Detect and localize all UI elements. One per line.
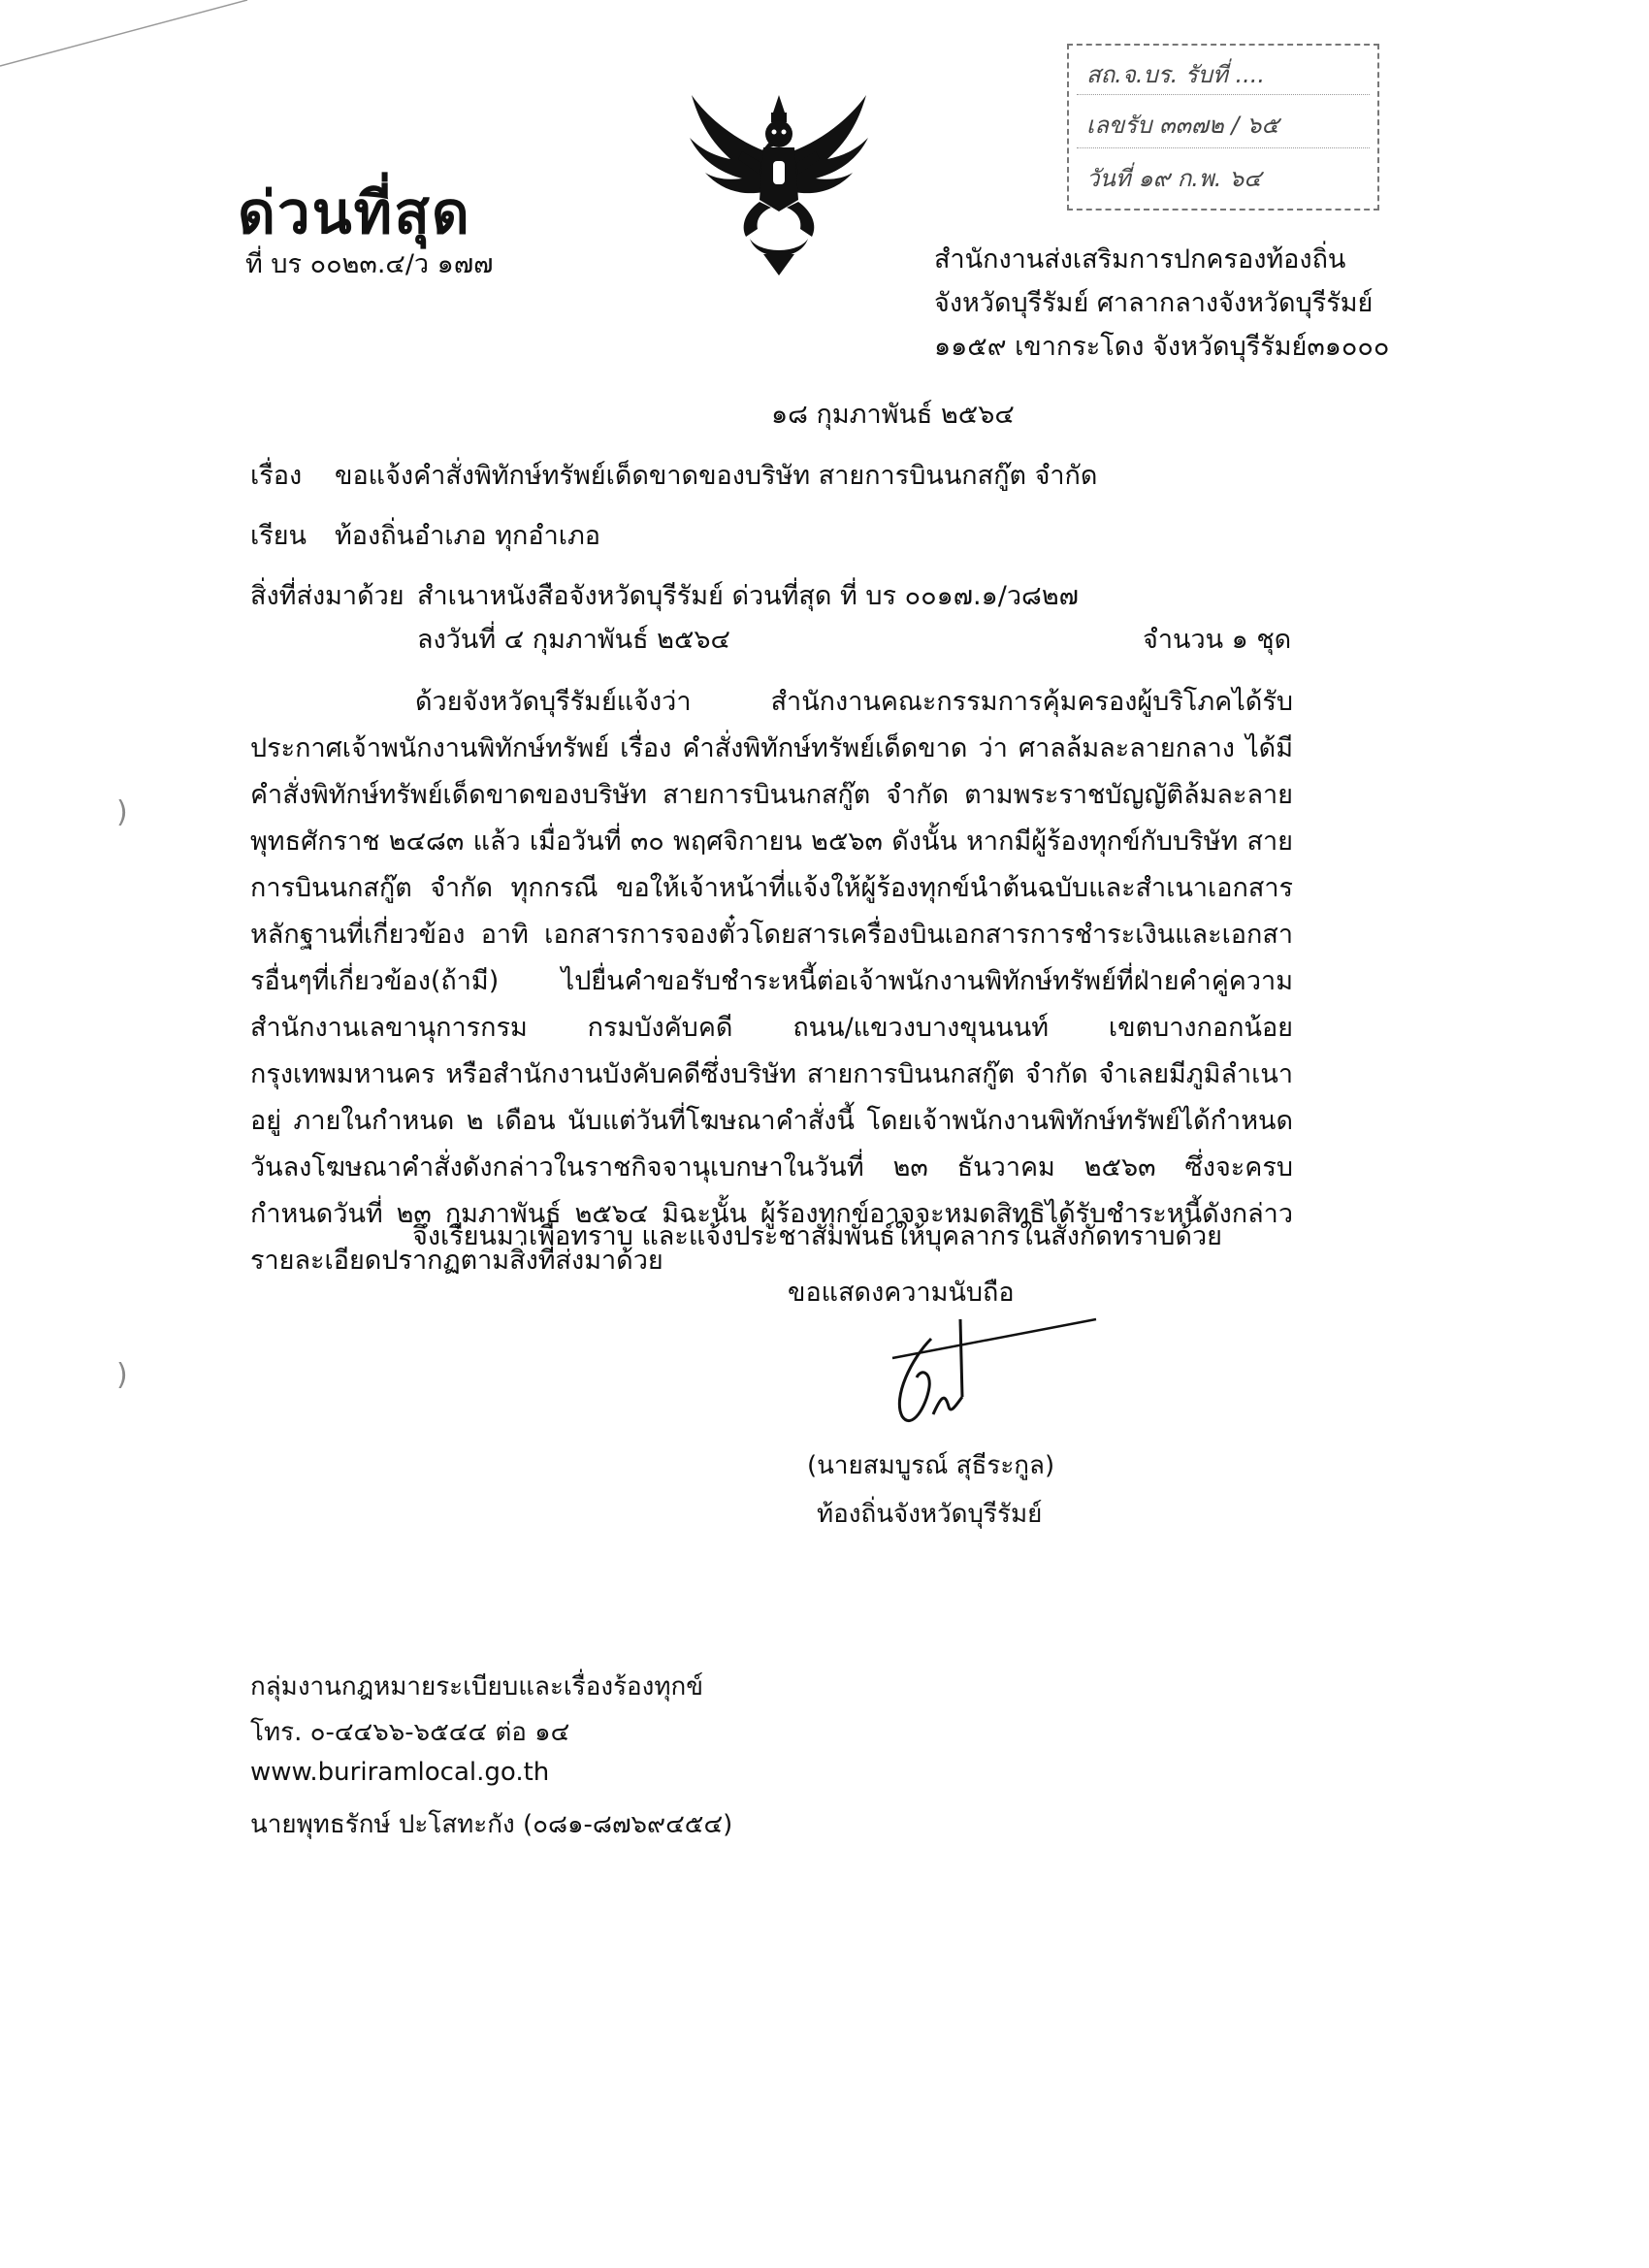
hole-punch-mark: ) [116, 795, 128, 829]
enclosure-line-1: สำเนาหนังสือจังหวัดบุรีรัมย์ ด่วนที่สุด ที่ บร ๐๐๑๗.๑/ว๘๒๗ [417, 581, 1079, 611]
signatory-name: (นายสมบูรณ์ สุธีระกูล) [807, 1451, 1055, 1480]
subject-label: เรื่อง [250, 461, 303, 491]
stamp-line-1: สถ.จ.บร. รับที่ .... [1086, 61, 1265, 88]
office-line-2: จังหวัดบุรีรัมย์ ศาลากลางจังหวัดบุรีรัมย์ [934, 288, 1374, 318]
enclosure-line-2: ลงวันที่ ๔ กุมภาพันธ์ ๒๕๖๔ [417, 625, 730, 655]
receipt-stamp [1067, 44, 1379, 211]
enclosure-label: สิ่งที่ส่งมาด้วย [250, 581, 404, 611]
regards-line: ขอแสดงความนับถือ [788, 1278, 1015, 1308]
stamp-separator [1077, 147, 1370, 148]
office-line-3: ๑๑๕๙ เขากระโดง จังหวัดบุรีรัมย์๓๑๐๐๐ [934, 332, 1390, 362]
footer-department: กลุ่มงานกฎหมายระเบียบและเรื่องร้องทุกข์ [250, 1672, 703, 1701]
closing-line: จึงเรียนมาเพื่อทราบ และแจ้งประชาสัมพันธ์ให้บุคลากรในสังกัดทราบด้วย [412, 1221, 1222, 1251]
urgency-label: ด่วนที่สุด [238, 179, 471, 247]
footer-website: www.buriramlocal.go.th [250, 1758, 550, 1787]
handwritten-signature-icon [873, 1300, 1106, 1445]
footer-contact: นายพุทธรักษ์ ปะโสทะกัง (๐๘๑-๘๗๖๙๔๕๔) [250, 1810, 733, 1839]
footer-phone: โทร. ๐-๔๔๖๖-๖๕๔๔ ต่อ ๑๔ [250, 1718, 570, 1747]
subject-text: ขอแจ้งคำสั่งพิทักษ์ทรัพย์เด็ดขาดของบริษัท สายการบินนกสกู๊ต จำกัด [335, 461, 1098, 491]
body-paragraph [250, 679, 1293, 1284]
body-text: ด้วยจังหวัดบุรีรัมย์แจ้งว่า สำนักงานคณะกรรมการคุ้มครองผู้บริโภคได้รับประกาศเจ้าพนักงานพิทักษ์ทรัพย์ เรื่อง คำสั่งพิทักษ์ทรัพย์เด็ดขาด ว่า ศาลล้มละลายกลาง ได้มีคำสั่งพิทักษ์ทรัพย์เด็ดขาดของบริษัท สายการบินนกสกู๊ต จำกัด ตามพระราชบัญญัติล้มละลายพุทธศักราช ๒๔๘๓ แล้ว เมื่อวันที่ ๓๐ พฤศจิกายน ๒๕๖๓ ดังนั้น หากมีผู้ร้องทุกข์กับบริษัท สายการบินนกสกู๊ต จำกัด ทุกกรณี ขอให้เจ้าหน้าที่แจ้งให้ผู้ร้องทุกข์นำต้นฉบับและสำเนาเอกสารหลักฐานที่เกี่ยวข้อง อาทิ เอกสารการจองตั๋วโดยสารเครื่องบินเอกสารการชำระเงินและเอกสารอื่นๆที่เกี่ยวข้อง(ถ้ามี) ไปยื่นคำขอรับชำระหนี้ต่อเจ้าพนักงานพิทักษ์ทรัพย์ที่ฝ่ายคำคู่ความ สำนักงานเลขานุการกรม กรมบังคับคดี ถนน/แขวงบางขุนนนท์ เขตบางกอกน้อย กรุงเทพมหานคร หรือสำนักงานบังคับคดีซึ่งบริษัท สายการบินนกสกู๊ต จำกัด จำเลยมีภูมิลำเนาอยู่ ภายในกำหนด ๒ เดือน นับแต่วันที่โฆษณาคำสั่งนี้ โดยเจ้าพนักงานพิทักษ์ทรัพย์ได้กำหนดวันลงโฆษณาคำสั่งดังกล่าวในราชกิจจานุเบกษาในวันที่ ๒๓ ธันวาคม ๒๕๖๓ ซึ่งจะครบกำหนดวันที่ ๒๓ กุมภาพันธ์ ๒๕๖๔ มิฉะนั้น ผู้ร้องทุกข์อาจจะหมดสิทธิได้รับชำระหนี้ดังกล่าว รายละเอียดปรากฏตามสิ่งที่ส่งมาด้วย [250, 687, 1293, 1276]
scan-edge-line [0, 0, 252, 68]
garuda-emblem-icon [682, 83, 876, 277]
to-text: ท้องถิ่นอำเภอ ทุกอำเภอ [335, 521, 600, 551]
stamp-line-2: เลขรับ ๓๓๗๒ / ๖๕ [1086, 112, 1279, 139]
hole-punch-mark: ) [116, 1358, 128, 1392]
stamp-line-3: วันที่ ๑๙ ก.พ. ๖๔ [1086, 165, 1262, 192]
document-number: ที่ บร ๐๐๒๓.๔/ว ๑๗๗ [245, 249, 494, 279]
document-date: ๑๘ กุมภาพันธ์ ๒๕๖๔ [771, 400, 1015, 430]
signatory-position: ท้องถิ่นจังหวัดบุรีรัมย์ [817, 1500, 1043, 1529]
office-line-1: สำนักงานส่งเสริมการปกครองท้องถิ่น [934, 244, 1346, 275]
enclosure-quantity: จำนวน ๑ ชุด [1143, 625, 1292, 655]
stamp-separator [1077, 94, 1370, 95]
to-label: เรียน [250, 521, 307, 551]
